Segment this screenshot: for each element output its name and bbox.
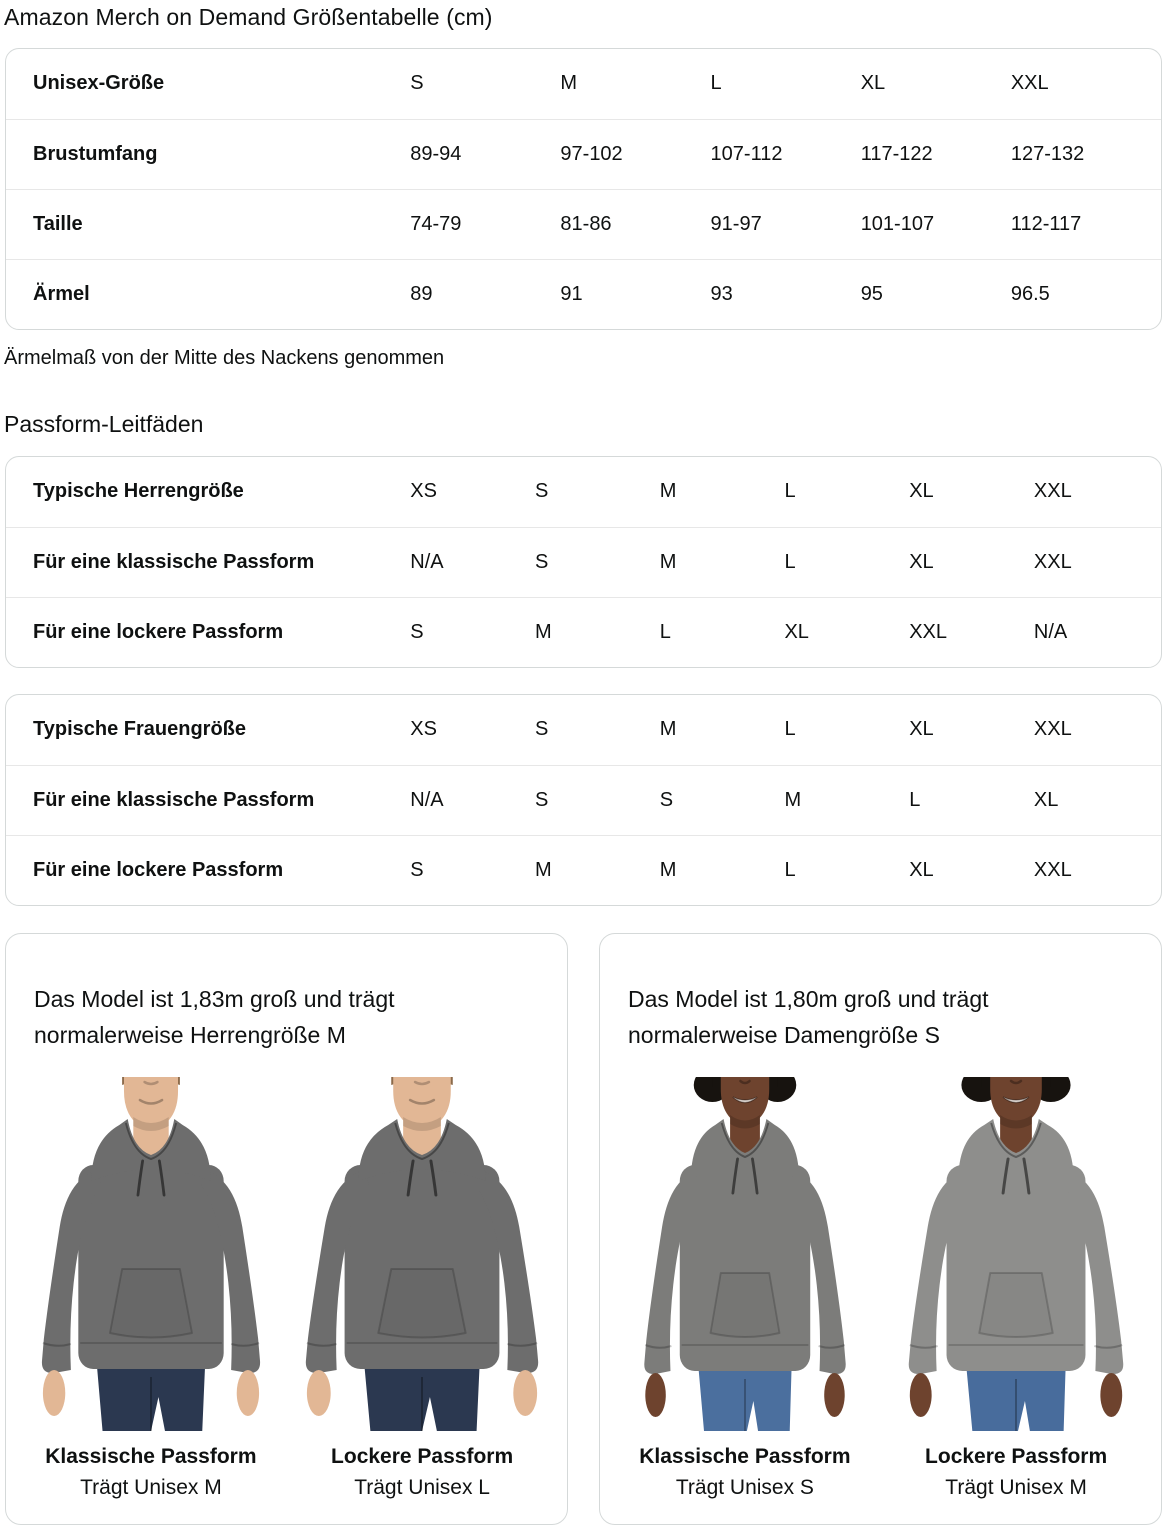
size-cell: S	[535, 527, 660, 597]
row-label: Unisex-Größe	[33, 72, 165, 95]
men-model-card	[5, 933, 568, 1525]
size-cell: L	[784, 480, 796, 503]
row-label: Typische Frauengröße	[33, 718, 247, 741]
size-cell: XL	[784, 597, 909, 667]
size-cell: XS	[410, 480, 437, 503]
caption-size: Trägt Unisex S	[675, 1476, 814, 1499]
size-cell: XXL	[1034, 527, 1161, 597]
female-model-photo	[885, 1077, 1147, 1431]
caption-fit: Klassische Passform	[45, 1445, 257, 1468]
table-row	[6, 259, 1161, 329]
size-cell: XL	[909, 480, 934, 503]
size-cell: S	[534, 718, 549, 741]
table-row	[6, 527, 1161, 597]
table-row	[6, 189, 1161, 259]
sleeve-measure-note: Ärmelmaß von der Mitte des Nackens genommen	[4, 347, 445, 369]
size-cell: M	[660, 835, 785, 905]
size-cell: M	[535, 597, 660, 667]
size-cell: XL	[1034, 765, 1161, 835]
table-row	[6, 835, 1161, 905]
size-cell: S	[410, 835, 535, 905]
model-figures-row	[18, 1077, 555, 1500]
row-label: Typische Herrengröße	[33, 480, 244, 503]
size-cell: 91-97	[711, 189, 861, 259]
size-cell: 97-102	[560, 119, 710, 189]
model-classic-fit	[18, 1077, 284, 1500]
size-cell: M	[659, 480, 677, 503]
row-label: Für eine klassische Passform	[6, 765, 410, 835]
size-cell: XL	[909, 718, 934, 741]
size-cell: 91	[560, 259, 710, 329]
size-cell: 96.5	[1011, 259, 1161, 329]
size-cell: M	[560, 72, 578, 95]
model-cards	[5, 933, 1162, 1525]
caption-size: Trägt Unisex L	[354, 1476, 490, 1499]
size-cell: 117-122	[861, 119, 1011, 189]
fit-table-women	[5, 694, 1162, 906]
size-cell: XXL	[909, 597, 1034, 667]
size-cell: XXL	[1034, 835, 1161, 905]
table-row	[6, 457, 1161, 527]
model-loose-fit	[289, 1077, 555, 1500]
caption-size: Trägt Unisex M	[80, 1476, 222, 1499]
table-row	[6, 765, 1161, 835]
size-cell: M	[535, 835, 660, 905]
size-cell: L	[909, 765, 1034, 835]
female-model-photo	[622, 1077, 868, 1431]
size-cell: XL	[860, 72, 886, 95]
size-cell: XXL	[1033, 480, 1072, 503]
size-cell: N/A	[410, 765, 535, 835]
size-cell: 74-79	[410, 189, 560, 259]
caption-fit: Klassische Passform	[639, 1445, 851, 1468]
table-row	[6, 119, 1161, 189]
size-cell: S	[534, 480, 549, 503]
size-cell: 89-94	[410, 119, 560, 189]
model-loose-fit	[883, 1077, 1149, 1500]
size-cell: L	[784, 527, 909, 597]
row-label: Brustumfang	[6, 119, 410, 189]
size-cell: 101-107	[861, 189, 1011, 259]
male-model-photo	[291, 1077, 553, 1431]
row-label: Für eine lockere Passform	[6, 597, 410, 667]
size-cell: M	[784, 765, 909, 835]
size-cell: 93	[711, 259, 861, 329]
size-cell: L	[660, 597, 785, 667]
size-cell: 95	[861, 259, 1011, 329]
row-label: Für eine klassische Passform	[6, 527, 410, 597]
size-cell: S	[410, 72, 424, 95]
table-row	[6, 695, 1161, 765]
size-cell: S	[660, 765, 785, 835]
row-label: Für eine lockere Passform	[6, 835, 410, 905]
caption-size: Trägt Unisex M	[945, 1476, 1087, 1499]
table-row	[6, 49, 1161, 119]
size-cell: 107-112	[711, 119, 861, 189]
size-cell: S	[535, 765, 660, 835]
card-description: Das Model ist 1,80m groß und trägt normalerweise Damengröße S	[628, 986, 989, 1048]
row-label: Ärmel	[6, 259, 410, 329]
women-model-card	[599, 933, 1162, 1525]
row-label: Taille	[6, 189, 410, 259]
size-cell: XS	[410, 718, 437, 741]
size-cell: L	[784, 835, 909, 905]
fit-table-men	[5, 456, 1162, 668]
card-description: Das Model ist 1,83m groß und trägt normalerweise Herrengröße M	[34, 986, 395, 1048]
size-cell: N/A	[410, 527, 535, 597]
size-cell: S	[410, 597, 535, 667]
size-cell: XL	[909, 527, 1034, 597]
size-cell: 89	[410, 259, 560, 329]
fit-guides-heading: Passform-Leitfäden	[4, 411, 204, 437]
size-cell: M	[659, 718, 677, 741]
male-model-photo	[28, 1077, 274, 1431]
unisex-size-table	[5, 48, 1162, 330]
size-cell: 112-117	[1011, 189, 1161, 259]
page-title: Amazon Merch on Demand Größentabelle (cm)	[4, 4, 493, 30]
model-figures-row	[612, 1077, 1149, 1500]
model-classic-fit	[612, 1077, 878, 1500]
size-cell: L	[710, 72, 722, 95]
size-cell: L	[784, 718, 796, 741]
size-cell: XXL	[1010, 72, 1049, 95]
caption-fit: Lockere Passform	[331, 1445, 514, 1468]
size-cell: M	[660, 527, 785, 597]
table-row	[6, 597, 1161, 667]
size-cell: 127-132	[1011, 119, 1161, 189]
size-cell: 81-86	[560, 189, 710, 259]
size-cell: N/A	[1034, 597, 1161, 667]
size-cell: XL	[909, 835, 1034, 905]
caption-fit: Lockere Passform	[925, 1445, 1108, 1468]
size-cell: XXL	[1033, 718, 1072, 741]
